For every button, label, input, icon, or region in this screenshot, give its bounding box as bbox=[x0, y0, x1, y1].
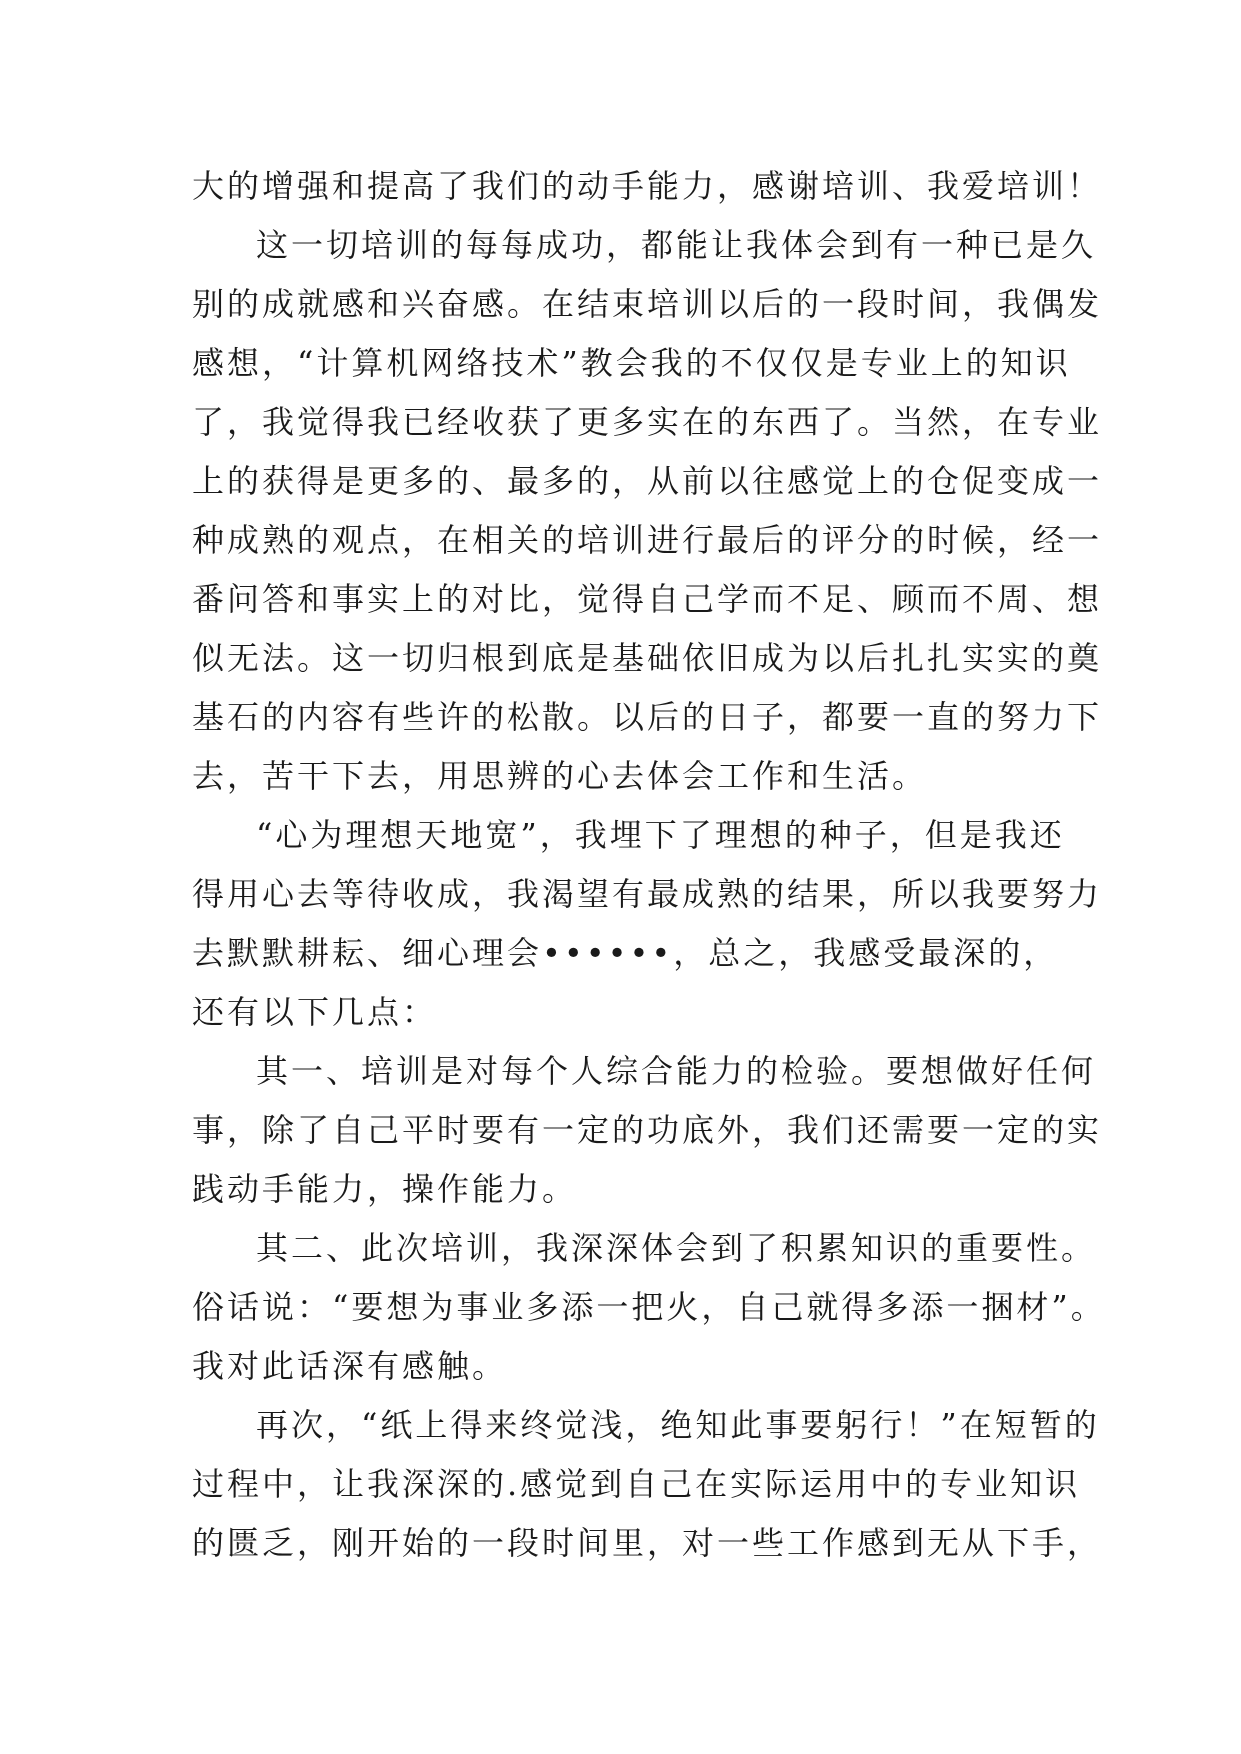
text-line: 俗话说：“要想为事业多添一把火，自己就得多添一捆材”。 bbox=[192, 1288, 1106, 1326]
document-body bbox=[192, 157, 1106, 1573]
text-line: “心为理想天地宽”，我埋下了理想的种子，但是我还 bbox=[256, 816, 1065, 854]
text-line: 感想，“计算机网络技术”教会我的不仅仅是专业上的知识 bbox=[192, 344, 1071, 382]
text-line: 事，除了自己平时要有一定的功底外，我们还需要一定的实 bbox=[192, 1111, 1103, 1149]
text-line: 上的获得是更多的、最多的，从前以往感觉上的仓促变成一 bbox=[192, 462, 1103, 500]
text-line: 的匮乏，刚开始的一段时间里，对一些工作感到无从下手， bbox=[192, 1524, 1103, 1562]
text-line: 种成熟的观点，在相关的培训进行最后的评分的时候，经一 bbox=[192, 521, 1103, 559]
text-line: 别的成就感和兴奋感。在结束培训以后的一段时间，我偶发 bbox=[192, 285, 1103, 323]
text-line: 大的增强和提高了我们的动手能力，感谢培训、我爱培训！ bbox=[192, 167, 1103, 205]
text-line: 似无法。这一切归根到底是基础依旧成为以后扎扎实实的奠 bbox=[192, 639, 1103, 677]
text-line: 其二、此次培训，我深深体会到了积累知识的重要性。 bbox=[256, 1229, 1097, 1267]
text-line: 我对此话深有感触。 bbox=[192, 1347, 508, 1385]
text-line: 去默默耕耘、细心理会••••••，总之，我感受最深的， bbox=[192, 934, 1059, 972]
text-line: 了，我觉得我已经收获了更多实在的东西了。当然，在专业 bbox=[192, 403, 1103, 441]
text-line: 去，苦干下去，用思辨的心去体会工作和生活。 bbox=[192, 757, 928, 795]
text-line: 基石的内容有些许的松散。以后的日子，都要一直的努力下 bbox=[192, 698, 1103, 736]
text-line: 其一、培训是对每个人综合能力的检验。要想做好任何 bbox=[256, 1052, 1097, 1090]
text-line: 番问答和事实上的对比，觉得自己学而不足、顾而不周、想 bbox=[192, 580, 1103, 618]
text-line: 得用心去等待收成，我渴望有最成熟的结果，所以我要努力 bbox=[192, 875, 1103, 913]
text-line: 还有以下几点： bbox=[192, 993, 438, 1031]
text-line: 过程中，让我深深的.感觉到自己在实际运用中的专业知识 bbox=[192, 1465, 1081, 1503]
text-line: 再次，“纸上得来终觉浅，绝知此事要躬行！”在短暂的 bbox=[256, 1406, 1100, 1444]
text-line: 践动手能力，操作能力。 bbox=[192, 1170, 578, 1208]
text-line: 这一切培训的每每成功，都能让我体会到有一种已是久 bbox=[256, 226, 1097, 264]
